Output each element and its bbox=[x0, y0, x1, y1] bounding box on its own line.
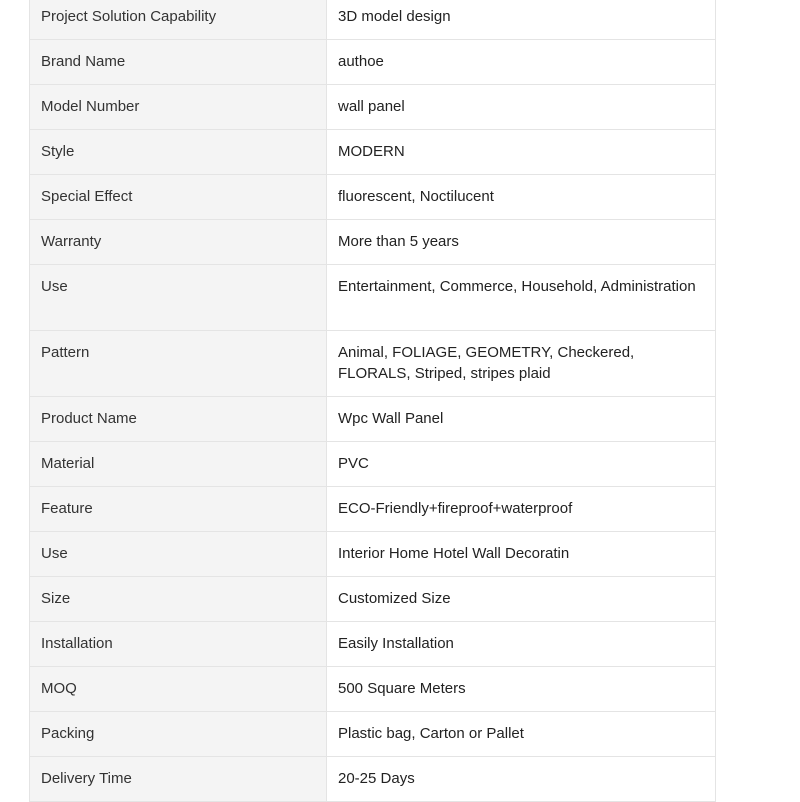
spec-value: authoe bbox=[327, 40, 716, 85]
table-row bbox=[30, 622, 716, 667]
table-row bbox=[30, 220, 716, 265]
spec-value: ECO-Friendly+fireproof+waterproof bbox=[327, 487, 716, 532]
table-row bbox=[30, 397, 716, 442]
table-row bbox=[30, 85, 716, 130]
spec-key: Delivery Time bbox=[30, 757, 327, 802]
spec-key: Installation bbox=[30, 622, 327, 667]
table-row bbox=[30, 757, 716, 802]
spec-key: Size bbox=[30, 577, 327, 622]
spec-key: Use bbox=[30, 265, 327, 331]
spec-value: MODERN bbox=[327, 130, 716, 175]
table-row bbox=[30, 331, 716, 397]
spec-value: 3D model design bbox=[327, 0, 716, 40]
spec-value: Easily Installation bbox=[327, 622, 716, 667]
spec-key: Pattern bbox=[30, 331, 327, 397]
spec-value: PVC bbox=[327, 442, 716, 487]
table-row bbox=[30, 175, 716, 220]
spec-key: Product Name bbox=[30, 397, 327, 442]
specification-table bbox=[29, 0, 716, 802]
table-row bbox=[30, 130, 716, 175]
table-row bbox=[30, 532, 716, 577]
spec-key: Special Effect bbox=[30, 175, 327, 220]
spec-key: Style bbox=[30, 130, 327, 175]
spec-value: Interior Home Hotel Wall Decoratin bbox=[327, 532, 716, 577]
table-row bbox=[30, 0, 716, 40]
spec-value: fluorescent, Noctilucent bbox=[327, 175, 716, 220]
spec-key: Model Number bbox=[30, 85, 327, 130]
table-row bbox=[30, 487, 716, 532]
table-row bbox=[30, 265, 716, 331]
spec-value: Animal, FOLIAGE, GEOMETRY, Checkered, FLORALS, Striped, stripes plaid bbox=[327, 331, 716, 397]
spec-key: Use bbox=[30, 532, 327, 577]
table-row bbox=[30, 712, 716, 757]
spec-key: Feature bbox=[30, 487, 327, 532]
spec-key: MOQ bbox=[30, 667, 327, 712]
spec-key: Warranty bbox=[30, 220, 327, 265]
table-row bbox=[30, 40, 716, 85]
spec-value: 20-25 Days bbox=[327, 757, 716, 802]
spec-value: More than 5 years bbox=[327, 220, 716, 265]
spec-value: Entertainment, Commerce, Household, Administration bbox=[327, 265, 716, 331]
spec-value: Wpc Wall Panel bbox=[327, 397, 716, 442]
table-row bbox=[30, 577, 716, 622]
spec-key: Packing bbox=[30, 712, 327, 757]
spec-value: Plastic bag, Carton or Pallet bbox=[327, 712, 716, 757]
table-row bbox=[30, 442, 716, 487]
spec-key: Brand Name bbox=[30, 40, 327, 85]
spec-value: wall panel bbox=[327, 85, 716, 130]
spec-key: Project Solution Capability bbox=[30, 0, 327, 40]
spec-value: Customized Size bbox=[327, 577, 716, 622]
spec-key: Material bbox=[30, 442, 327, 487]
table-row bbox=[30, 667, 716, 712]
spec-value: 500 Square Meters bbox=[327, 667, 716, 712]
